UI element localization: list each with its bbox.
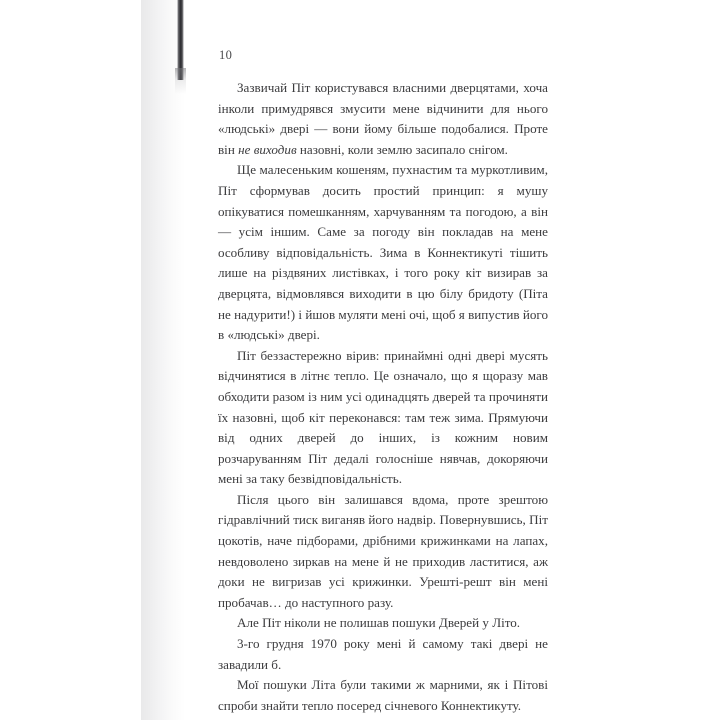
left-gutter — [0, 0, 141, 720]
paragraph-text: Піт беззастережно вірив: принаймні одні двері мусять відчинятися в літнє тепло. Це означало, що я щоразу мав обходити разом із ним усі одинадцять дверей та прочиняти їх назовні, щоб кіт переконався: там теж зима. Прямуючи від одних дверей до інших, із кожним новим розчаруванням Піт дедалі голосніше нявчав, докоряючи мені за таку безвідповідальність. — [218, 347, 548, 487]
body-paragraph — [218, 490, 548, 614]
binding-shadow — [141, 0, 185, 720]
body-paragraph — [218, 160, 548, 345]
body-paragraph — [218, 613, 548, 634]
body-paragraph — [218, 346, 548, 490]
paragraph-text: Мої пошуки Літа були такими ж марними, як і Пітові спроби знайти тепло посеред січневого Коннектикуту. — [218, 677, 548, 713]
body-paragraph — [218, 675, 548, 716]
paragraph-text: Але Піт ніколи не полишав пошуки Дверей у Літо. — [237, 615, 521, 631]
body-paragraph — [218, 634, 548, 675]
page-number: 10 — [219, 48, 233, 62]
paragraph-text: Зазвичай Піт користувався власними дверцятами, хоча інколи примудрявся змусити мене відчинити для нього «людські» двері — вони йому більше подобалися. Проте він — [218, 80, 548, 157]
paragraph-text: Після цього він залишався вдома, проте зрештою гідравлічний тиск виганяв його надвір. Повернувшись, Піт цокотів, наче підборами, дрібними крижинками на лапах, невдоволено зиркав на мене й не приходив ластитися, аж доки не вигризав усі крижинки. Урешті-решт він мені пробачав… до наступного разу. — [218, 491, 548, 610]
paragraph-text: Ще малесеньким кошеням, пухнастим та муркотливим, Піт сформував досить простий принцип: я мушу опікуватися помешканням, харчуванням та погодою, а він — усім іншим. Саме за погоду він покладав на мене особливу відповідальність. Зима в Коннектикуті тішить лише на різдвяних листівках, і того року кіт визирав за дверцята, відмовлявся виходити в цю білу бридоту (Піта не надурити!) і йшов муляти мені очі, щоб я випустив його в «людські» двері. — [218, 162, 548, 343]
page-sheet — [185, 0, 720, 720]
emphasis-text: не виходив — [238, 141, 297, 157]
body-text-block — [218, 78, 548, 716]
paragraph-text: назовні, коли землю засипало снігом. — [296, 141, 508, 157]
body-paragraph — [218, 78, 548, 160]
paragraph-text: 3-го грудня 1970 року мені й самому такі двері не завадили б. — [218, 636, 548, 672]
